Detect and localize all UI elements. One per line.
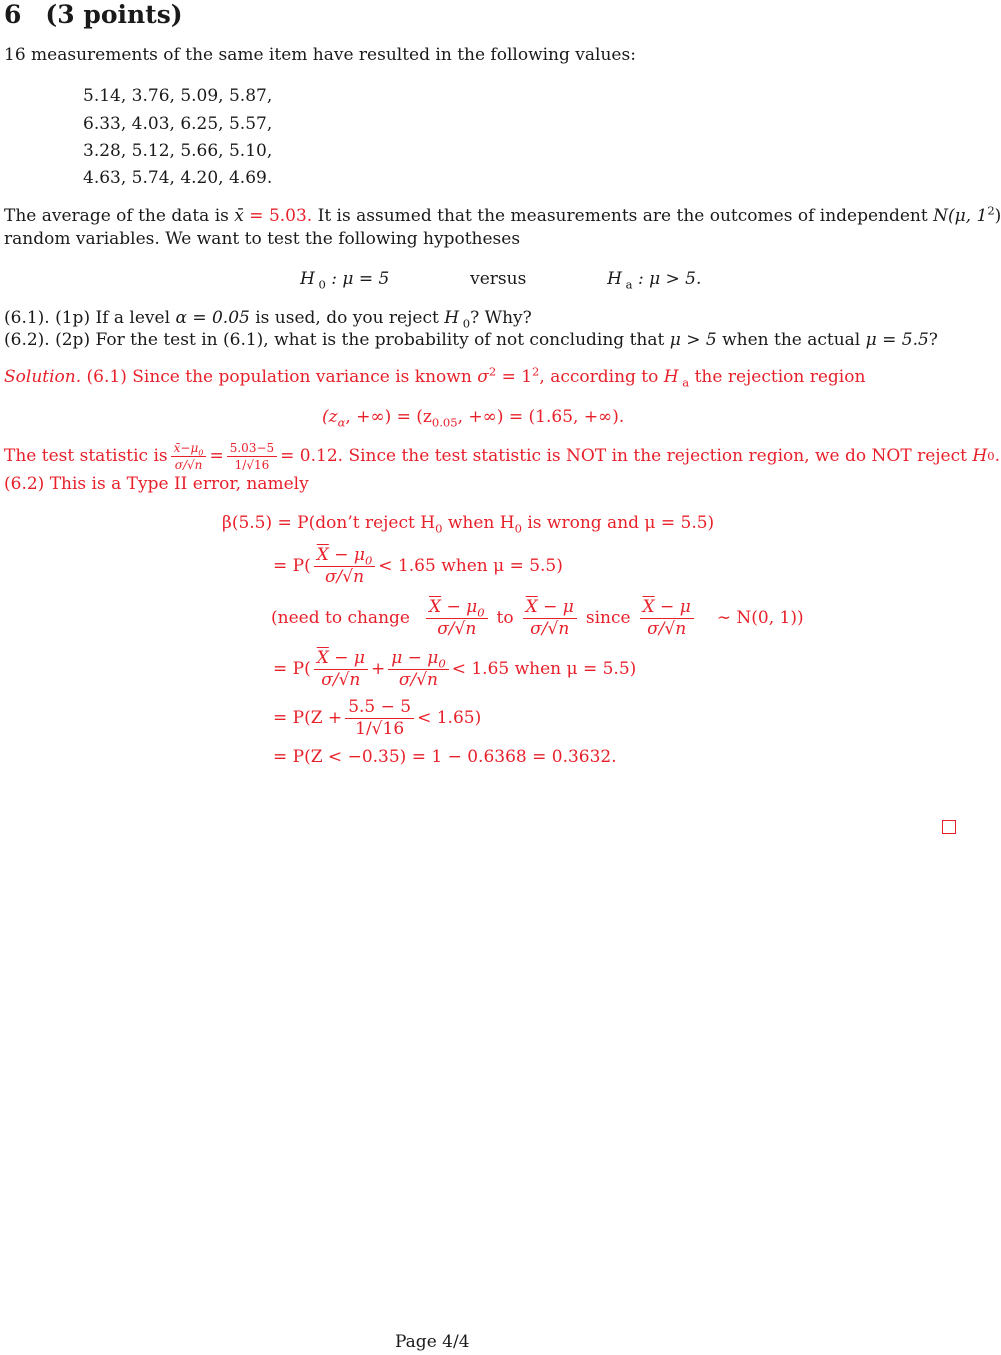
solution-6-2: (6.2) This is a Type II error, namely <box>4 474 309 494</box>
page-number: Page 4/4 <box>395 1332 470 1352</box>
question-6-1: (6.1). (1p) If a level α = 0.05 is used, do you reject H $_0$? Why? <box>4 308 532 331</box>
test-statistic: The test statistic is $\frac{x̄-\mu_0}{\sigma/√n}$ = $\frac{5.03-5}{1/√16}$ = 0.12. Since the test statistic is NOT in the rejection region, we do NOT reject H 0 . <box>4 440 1000 472</box>
question-6-2: (6.2). (2p) For the test in (6.1), what is the probability of not concluding that μ > 5 when the actual μ = 5.5? <box>4 330 938 350</box>
data-row: 6.33, 4.03, 6.25, 5.57, <box>83 114 273 134</box>
derivation-step-4: = P( $\frac{\overline{X} - \mu}{\sigma/√n}$ + $\frac{\mu - \mu_0}{\sigma/√n}$ < 1.65 when μ = 5.5) <box>273 647 637 690</box>
beta-equation: β(5.5) = P(don’t reject $H_0$ when $H_0$ is wrong and μ = 5.5) <box>222 513 715 536</box>
data-row: 4.63, 5.74, 4.20, 4.69. <box>83 168 273 188</box>
derivation-step-6: = P(Z < −0.35) = 1 − 0.6368 = 0.3632. <box>273 747 617 767</box>
qed-box <box>942 820 956 834</box>
derivation-step-2: = P( $\frac{\overline{X} - \mu_0}{\sigma/√n}$ < 1.65 when μ = 5.5) <box>273 544 563 587</box>
random-variables-line: random variables. We want to test the following hypotheses <box>4 229 521 249</box>
data-row: 5.14, 3.76, 5.09, 5.87, <box>83 86 273 106</box>
problem-intro: 16 measurements of the same item have resulted in the following values: <box>4 45 636 65</box>
solution-6-1: Solution. (6.1) Since the population variance is known $\sigma^2 = 1^2$, according to H $_a$ the rejection region <box>4 364 866 390</box>
derivation-step-5: = P(Z + $\frac{5.5 - 5}{1/√16}$ < 1.65) <box>273 696 482 739</box>
solution-label: Solution. <box>4 367 82 387</box>
average-statement: The average of the data is x̄ = 5.03. It is assumed that the measurements are the outcomes of independent N(μ, $1^2$) <box>4 203 1001 226</box>
rejection-region: ($z_\alpha$, +∞) = ($z_{0.05}$, +∞) = (1.65, +∞). <box>322 407 625 430</box>
derivation-step-3: (need to change $\frac{\overline{X} - \mu_0}{\sigma/√n}$ to $\frac{\overline{X} - \mu}{\sigma/√n}$ since $\frac{\overline{X} - \mu}{\sigma/√n}$ ∼ N(0, 1)) <box>271 596 804 639</box>
problem-title: 6 (3 points) <box>4 0 183 29</box>
data-row: 3.28, 5.12, 5.66, 5.10, <box>83 141 273 161</box>
hypotheses: H $_0$ : μ = 5 versus H $_a$ : μ > 5. <box>300 269 702 292</box>
